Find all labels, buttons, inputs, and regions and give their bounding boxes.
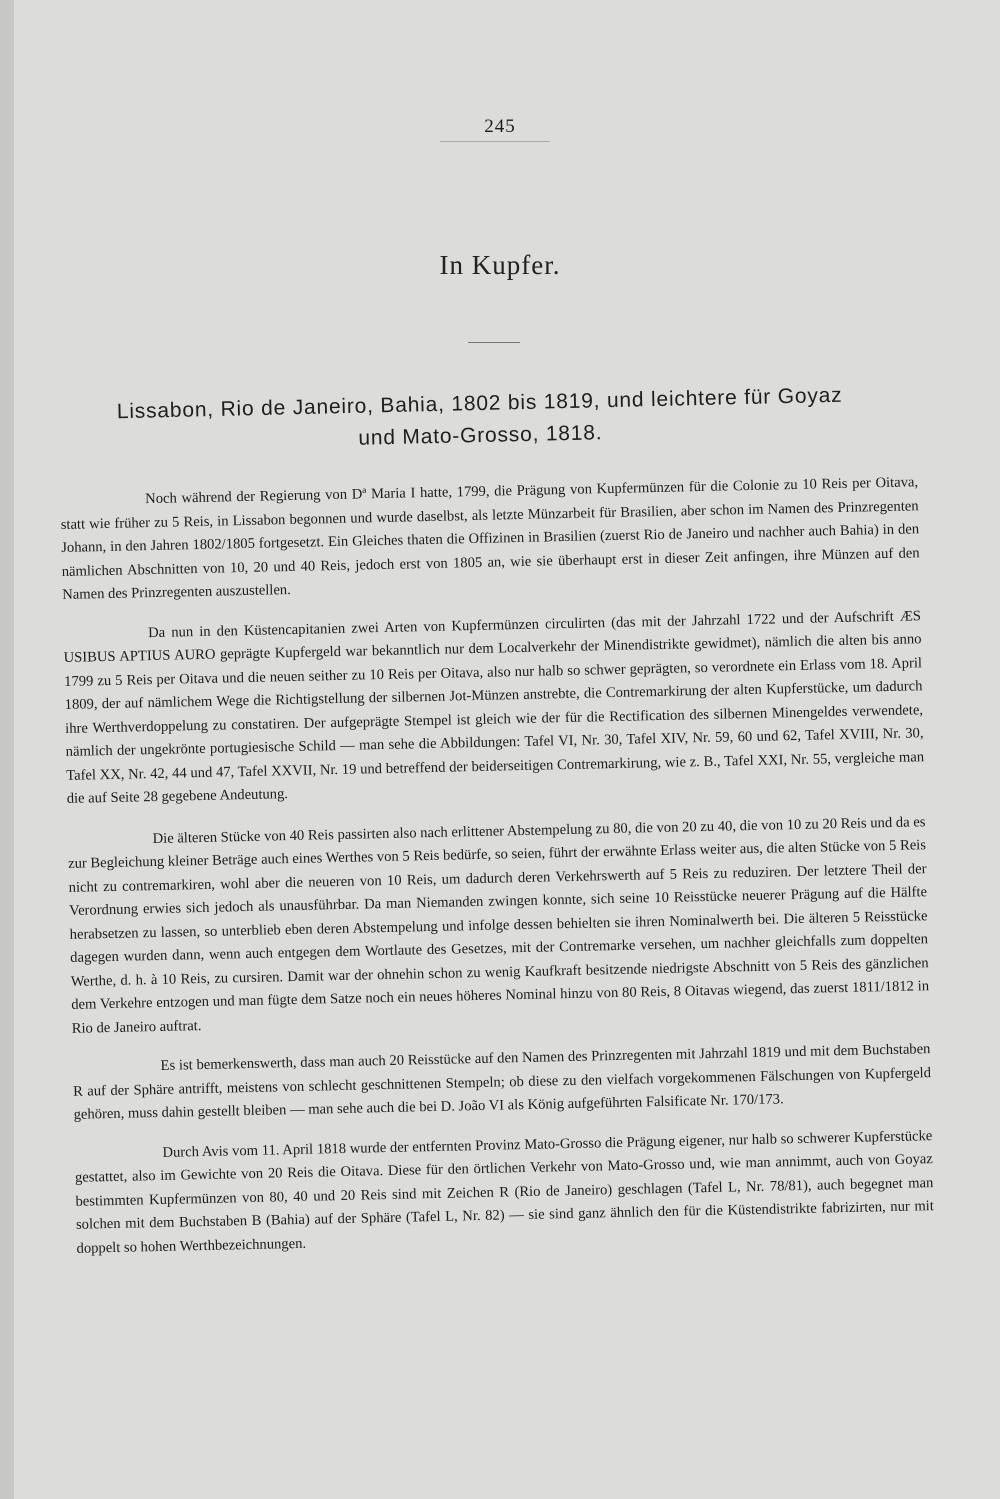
page-number: 245 xyxy=(484,116,516,137)
paragraph-2: Da nun in den Küstencapitanien zwei Arten von Kupfermünzen circulirten (das mit der Jahrzahl 1722 und der Aufschrift ÆS USIBUS APTIUS AURO geprägte Kupfergeld war bekanntlich nur dem Localverkehr der Minendistrikte gewidmet), nämlich die alten bis anno 1799 zu 5 Reis per Oitava und die neuen seither zu 10 Reis per Oitava, also nur halb so schwer geprägten, so verordnete ein Erlass vom 18. April 1809, der auf nämlichem Wege die Richtigstellung der silbernen Jot-Münzen anstrebte, die Contremarkirung der alten Kupferstücke, um dadurch ihre Werthverdoppelung zu constatiren. Der aufgeprägte Stempel ist gleich wie der für die Rectification des silbernen Minengeldes verwendete, nämlich der ungekrönte portugiesische Schild — man sehe die Abbildungen: Tafel VI, Nr. 30, Tafel XIV, Nr. 59, 60 und 62, Tafel XVIII, Nr. 30, Tafel XX, Nr. 42, 44 und 47, Tafel XXVII, Nr. 19 und betreffend der beiderseitigen Contremarkirung, wie z. B., Tafel XXI, Nr. 55, vergleiche man die auf Seite 28 gegebene Andeutung. xyxy=(63,607,925,807)
page-spine-shadow xyxy=(0,0,14,1499)
subtitle-block xyxy=(109,380,850,461)
title-divider xyxy=(468,342,520,343)
body-text xyxy=(60,471,935,1277)
paragraph-3: Die älteren Stücke von 40 Reis passirten also nach erlittener Abstempelung zu 80, die von 20 zu 40, die von 10 zu 20 Reis und da es zur Begleichung kleiner Beträge auch eines Werthes von 5 Reis bedürfe, so seien, führt der erwähnte Erlass weiter aus, die alten Stücke von 5 Reis nicht zu contremarkiren, wohl aber die neueren von 10 Reis, um dadurch deren Verkehrswerth auf 5 Reis zu reduziren. Der letztere Theil der Verordnung erwies sich jedoch als unausführbar. Da man Niemanden zwingen konnte, sich seine 10 Reisstücke neuerer Prägung auf die Hälfte herabsetzen zu lassen, so unterblieb eben deren Abstempelung und infolge dessen behielten sie ihren Nominalwerth bei. Die älteren 5 Reisstücke dagegen wurden dann, wenn auch entgegen dem Wortlaute des Gesetzes, mit der Contremarke versehen, um nachher gleichfalls zum doppelten Werthe, d. h. à 10 Reis, zu cursiren. Damit war der ohnehin schon zu wenig Kaufkraft besitzende niedrigste Abschnitt von 5 Reis des gänzlichen dem Verkehre entzogen und man fügte dem Satze noch ein neues höheres Nominal hinzu von 80 Reis, 8 Oitavas wiegend, das zuerst 1811/1812 in Rio de Janeiro auftrat. xyxy=(67,813,930,1037)
paragraph-4: Es ist bemerkenswerth, dass man auch 20 Reisstücke auf den Namen des Prinzregenten mit Jahrzahl 1819 und mit dem Buchstaben R auf der Sphäre antrifft, meistens von schlecht geschnittenen Stempeln; ob diese zu den vielfach vorgekommenen Fälschungen von Kupfergeld gehören, muss dahin gestellt bleiben — man sehe auch die bei D. João VI als König aufgeführten Falsificate Nr. 170/173. xyxy=(72,1041,932,1123)
section-title: In Kupfer. xyxy=(439,250,561,280)
section-subtitle: Lissabon, Rio de Janeiro, Bahia, 1802 bis 1819, und leichtere für Goyaz und Mato-Grosso, 1818. xyxy=(116,383,843,450)
page-number-rule xyxy=(440,141,550,142)
paragraph-5: Durch Avis vom 11. April 1818 wurde der entfernten Provinz Mato-Grosso die Prägung eigener, nur halb so schwerer Kupferstücke gestattet, also im Gewichte von 20 Reis die Oitava. Diese für den örtlichen Verkehr von Mato-Grosso und, wie man annimmt, auch von Goyaz bestimmten Kupfermünzen von 80, 40 und 20 Reis sind mit Zeichen R (Rio de Janeiro) geschlagen (Tafel L, Nr. 78/81), auch begegnet man solchen mit dem Buchstaben B (Bahia) auf der Sphäre (Tafel L, Nr. 82) — sie sind ganz ähnlich den für die Küstendistrikte fabrizirten, nur mit doppelt so hohen Werthbezeichnungen. xyxy=(74,1127,935,1257)
paragraph-1: Noch während der Regierung von Dª Maria I hatte, 1799, die Prägung von Kupfermünzen für die Colonie zu 10 Reis per Oitava, statt wie früher zu 5 Reis, in Lissabon begonnen und wurde daselbst, als letzte Münzarbeit für Brasilien, aber schon im Namen des Prinzregenten Johann, in den Jahren 1802/1805 fortgesetzt. Ein Gleiches thaten die Offizinen in Brasilien (zuerst Rio de Janeiro und nachher auch Bahia) in den nämlichen Abschnitten von 10, 20 und 40 Reis, jedoch erst von 1805 an, wie sie überhaupt erst in dieser Zeit anfingen, ihre Münzen auf den Namen des Prinzregenten auszustellen. xyxy=(60,474,920,603)
